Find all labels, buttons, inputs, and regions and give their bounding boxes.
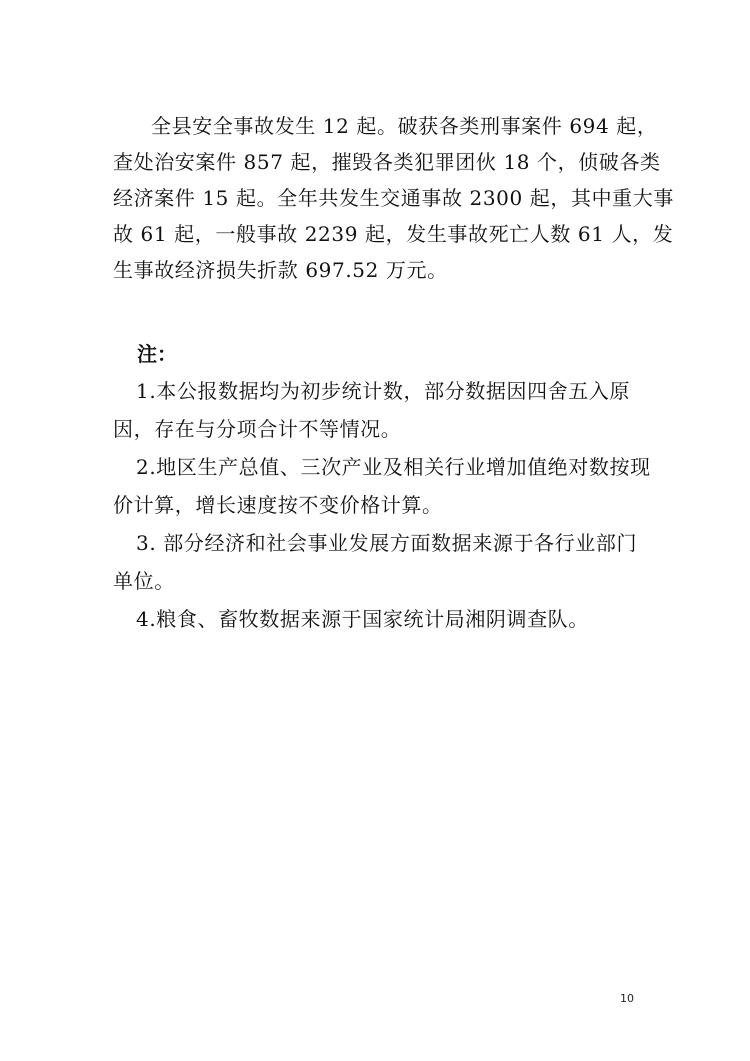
body-line: 全县安全事故发生 12 起。破获各类刑事案件 694 起， (151, 114, 658, 138)
body-line: 故 61 起，一般事故 2239 起，发生事故死亡人数 61 人，发 (113, 222, 674, 246)
note-line: 1.本公报数据均为初步统计数，部分数据因四舍五入原 (136, 379, 631, 403)
body-line: 查处治安案件 857 起，摧毁各类犯罪团伙 18 个，侦破各类 (113, 150, 661, 174)
note-item-3 (113, 524, 653, 600)
note-item-1 (113, 372, 653, 448)
note-item-4 (113, 600, 653, 638)
note-line: 价计算，增长速度按不变价格计算。 (113, 493, 443, 517)
note-line: 单位。 (113, 569, 175, 593)
page-number: 10 (620, 992, 634, 1005)
note-line: 4.粮食、畜牧数据来源于国家统计局湘阴调查队。 (136, 607, 589, 631)
note-line: 2.地区生产总值、三次产业及相关行业增加值绝对数按现 (136, 455, 651, 479)
body-line: 生事故经济损失折款 697.52 万元。 (113, 258, 448, 282)
note-line: 3. 部分经济和社会事业发展方面数据来源于各行业部门 (136, 531, 638, 555)
body-paragraph (113, 108, 674, 288)
note-item-2 (113, 448, 653, 524)
body-line: 经济案件 15 起。全年共发生交通事故 2300 起，其中重大事 (113, 186, 674, 210)
notes-list (113, 372, 653, 638)
notes-heading: 注： (137, 342, 177, 366)
note-line: 因，存在与分项合计不等情况。 (113, 417, 402, 441)
